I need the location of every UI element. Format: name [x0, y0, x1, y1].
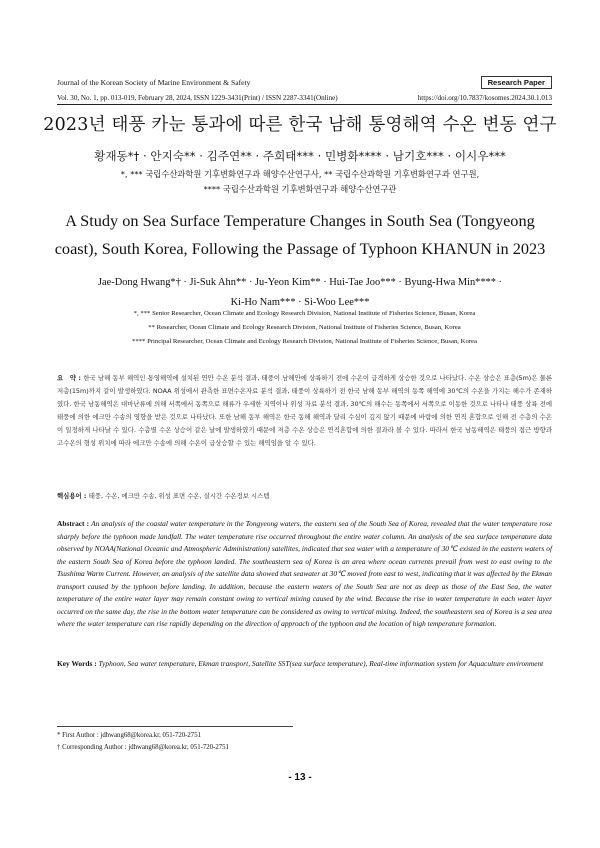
korean-affiliation-2: **** 국립수산과학원 기후변화연구과 해양수산연구관: [203, 184, 397, 194]
english-abstract-text: An analysis of the coastal water temperature in the Tongyeong waters, the eastern sea of the South Sea of Korea, revealed that the water temperature rose sharply before the typhoon made landfall. The water temperature rise occurred throughout the entire water column. An analysis of the sea surface temperature data observed by NOAA(National Oceanic and Atmospheric Administration) satellites, indicated that sea water with a temperature of 30℃ existed in the eastern waters of the eastern South Sea of Korea before the typhoon landed. The southeastern sea of Korea is an area where ocean currents prevail from west to east owing to the Tsushima Warm Current. However, an analysis of the satellite data showed that seawater at 30℃ moved from east to west, indicating that it was affected by the Ekman transport caused by the typhoon before landing. In addition, because the eastern waters of the South Sea are not as deep as those of the East Sea, the water temperature of the entire water layer may remain constant owing to vertical mixing caused by the wind. Because the rise in water temperature in each water layer occurred on the same day, the rise in the bottom water temperature can be considered as owing to vertical mixing. Indeed, the southeastern sea of Korea is a sea area where the water temperature can rise rapidly depending on the direction of approach of the typhoon and the location of high temperature formation.: [57, 519, 552, 628]
english-authors-line-2: Ki-Ho Nam*** · Si-Woo Lee***: [230, 297, 370, 308]
footnote-rule: [57, 726, 293, 727]
volume-line: [57, 94, 552, 102]
english-title-line-1: A Study on Sea Surface Temperature Changes in South Sea (Tongyeong: [65, 211, 535, 230]
doi-link[interactable]: https://doi.org/10.7837/kosomes.2024.30.1.013: [417, 94, 552, 102]
english-abstract: [57, 518, 552, 631]
header-rule: [57, 104, 552, 105]
english-abstract-label: Abstract :: [57, 519, 92, 528]
first-author-footnote: * First Author : jdhwang68@korea.kr, 051-720-2751: [57, 732, 201, 739]
korean-affiliation-1: *, *** 국립수산과학원 기후변화연구과 해양수산연구사, ** 국립수산과학원 기후변화연구과 연구원,: [120, 169, 480, 179]
page-number: - 13 -: [288, 772, 312, 783]
english-affiliation-3: **** Principal Researcher, Ocean Climate and Ecology Research Division, National Institute of Fisheries Science, Busan, Korea: [132, 338, 477, 345]
english-title: [30, 207, 570, 263]
korean-authors: 황재동*† · 안지숙** · 김주연** · 주희태*** · 민병화**** · 남기호*** · 이시우***: [94, 149, 506, 163]
english-keywords-text: Typhoon, Sea water temperature, Ekman transport, Satellite SST(sea surface temperature), Real-time information system for Aquaculture environment: [98, 659, 544, 668]
article-type-badge: Research Paper: [481, 76, 552, 89]
english-authors-line-1: Jae-Dong Hwang*† · Ji-Suk Ahn** · Ju-Yeon Kim** · Hui-Tae Joo*** · Byung-Hwa Min**** ·: [98, 277, 502, 288]
journal-name: Journal of the Korean Society of Marine Environment & Safety: [57, 78, 251, 87]
english-keywords: [57, 658, 552, 671]
volume-info: Vol. 30, No. 1, pp. 013-019, February 28, 2024, ISSN 1229-3431(Print) / ISSN 2287-3341(Online): [57, 94, 338, 102]
korean-abstract-label: 요 약 :: [57, 374, 84, 382]
korean-abstract-text: 한국 남해 동부 해역인 통영해역에 설치된 연안 수온 분석 결과, 태풍이 남해안에 상륙하기 전에 수온이 급격하게 상승한 것으로 나타났다. 수온 상승은 표층(5m)은 물론 저층(15m)까지 같이 발생하였다. NOAA 위성에서 관측한 표면수온자료 분석 결과, 태풍이 상륙하기 전 한국 남해 동부 해역의 동쪽 해역에 30℃의 수온을 가지는 해수가 존재하였다. 한국 남동해역은 대마난류에 의해 서쪽에서 동쪽으로 해류가 우세한 지역이나 위성 자료 분석 결과, 30℃의 해수는 동쪽에서 서쪽으로 이동한 것으로 나타나 태풍 상륙 전에 태풍에 의한 에크만 수송의 영향을 받은 것으로 나타났다. 또한 남해 동부 해역은 한국 동해 해역과 달리 수심이 깊지 않기 때문에 바람에 의한 연직 혼합으로 인해 전 수층의 수온이 일정하게 나타날 수 있다. 수층별 수온 상승이 같은 날에 발생하였기 때문에 저층 수온 상승은 연직혼합에 의한 결과라 볼 수 있다. 따라서 한국 남동해역은 태풍의 접근 방향과 고수온의 형성 위치에 따라 에크만 수송에 의해 수온이 급상승할 수 있는 해역임을 알 수 있다.: [57, 374, 552, 447]
english-affiliation-2: ** Researcher, Ocean Climate and Ecology Research Division, National Institute of Fisheries Science, Busan, Korea: [148, 324, 461, 331]
corresponding-author-footnote: † Corresponding Author : jdhwang68@korea.kr, 051-720-2751: [57, 744, 229, 751]
english-title-line-2: coast), South Korea, Following the Passage of Typhoon KHANUN in 2023: [54, 239, 546, 258]
korean-abstract: [57, 372, 552, 449]
korean-keywords-text: 태풍, 수온, 에크만 수송, 위성 표면 수온, 실시간 수온정보 시스템: [88, 492, 270, 500]
english-keywords-label: Key Words :: [57, 659, 99, 668]
korean-title: 2023년 태풍 카눈 통과에 따른 한국 남해 통영해역 수온 변동 연구: [43, 115, 557, 135]
english-affiliation-1: *, *** Senior Researcher, Ocean Climate and Ecology Research Division, National Institute of Fisheries Science, Busan, Korea: [133, 310, 476, 317]
korean-keywords-label: 핵심용어 :: [57, 492, 89, 500]
english-authors: [30, 273, 570, 313]
korean-keywords: [57, 490, 552, 503]
